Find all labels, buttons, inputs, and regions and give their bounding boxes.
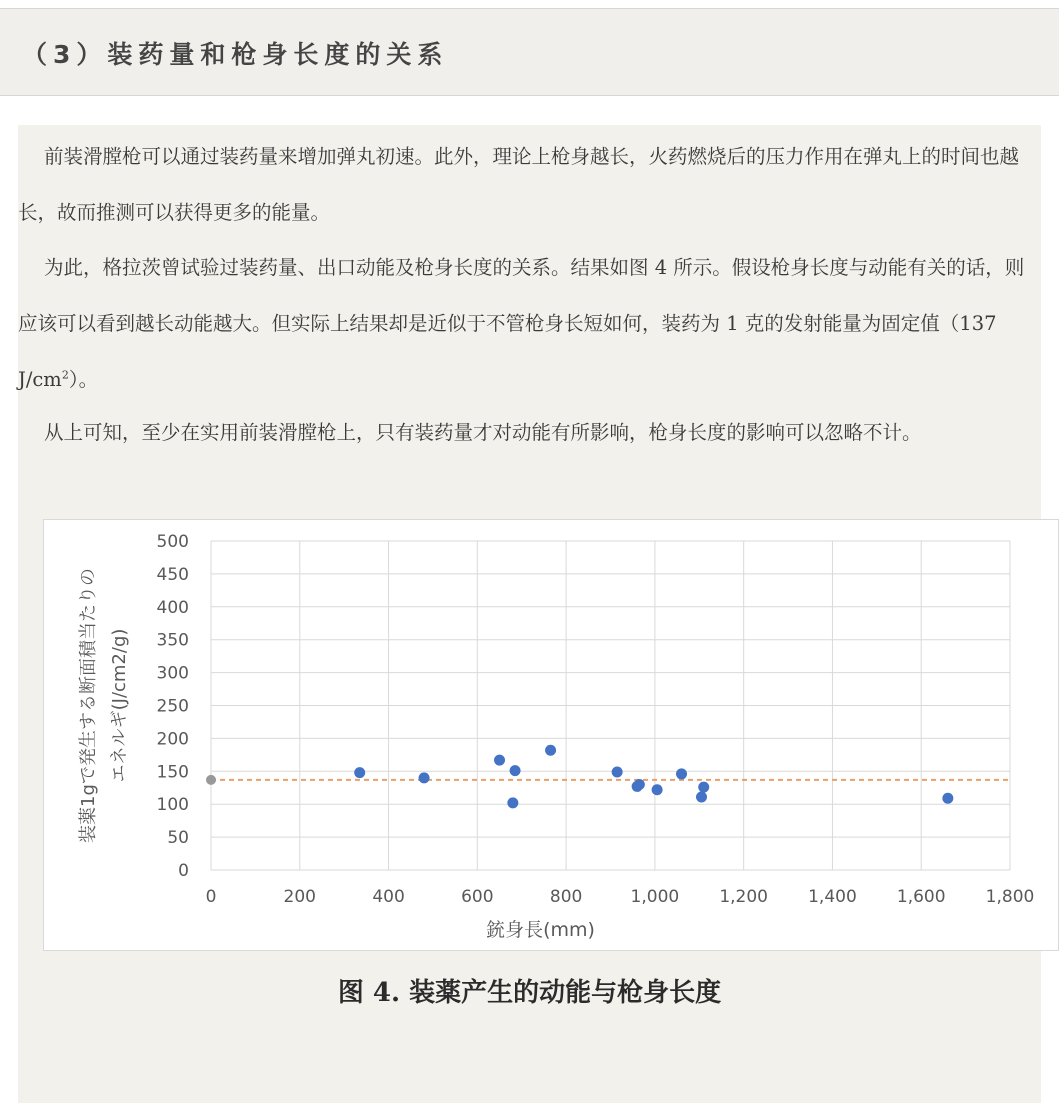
data-point <box>494 755 505 766</box>
section-header <box>0 8 1059 96</box>
x-axis-label: 銃身長(mm) <box>486 919 595 941</box>
section-title: （3）装药量和枪身长度的关系 <box>22 40 449 69</box>
x-tick-label: 800 <box>549 887 583 907</box>
data-point <box>354 767 365 778</box>
x-tick-label: 200 <box>283 887 317 907</box>
y-axis-label-line2: エネルギ(J/cm2/g) <box>109 628 130 783</box>
reference-point <box>206 775 216 785</box>
data-point <box>676 768 687 779</box>
x-tick-label: 0 <box>205 887 217 907</box>
y-axis-label-line1: 装薬1gで発生する断面積当たりの <box>78 568 99 843</box>
x-tick-label: 1,600 <box>896 887 946 907</box>
y-tick-label: 300 <box>156 663 189 684</box>
data-point <box>507 797 518 808</box>
y-tick-label: 0 <box>178 861 189 881</box>
x-tick-label: 1,800 <box>985 887 1035 907</box>
y-tick-label: 50 <box>167 828 189 849</box>
scatter-chart <box>44 520 1058 950</box>
data-point <box>698 782 709 793</box>
data-point <box>652 784 663 795</box>
y-tick-label: 350 <box>156 630 189 651</box>
paragraph-3: 从上可知，至少在实用前装滑膛枪上，只有装药量才对动能有所影响，枪身长度的影响可以忽略不计。 <box>44 421 922 444</box>
y-tick-label: 500 <box>156 532 189 552</box>
data-point <box>612 766 623 777</box>
data-point <box>696 791 707 802</box>
x-tick-label: 600 <box>461 887 494 907</box>
x-tick-label: 400 <box>372 887 405 907</box>
figure-chart <box>43 519 1059 951</box>
x-tick-label: 1,400 <box>808 887 857 907</box>
superscript-2: 2 <box>61 368 69 382</box>
data-point <box>510 765 521 776</box>
y-tick-label: 150 <box>156 762 189 783</box>
paragraph-2-end: ）。 <box>68 368 99 391</box>
data-point <box>545 745 556 756</box>
data-point <box>634 779 645 790</box>
paragraph-1: 前装滑膛枪可以通过装药量来增加弹丸初速。此外，理论上枪身越长，火药燃烧后的压力作用在弹丸上的时间也越长，故而推测可以获得更多的能量。 <box>18 145 1020 224</box>
y-tick-label: 100 <box>156 795 189 816</box>
figure-caption: 图 4. 装薬产生的动能与枪身长度 <box>337 978 722 1008</box>
y-tick-label: 450 <box>156 564 189 585</box>
y-tick-label: 200 <box>156 729 189 750</box>
data-point <box>419 772 430 783</box>
paragraph-2 <box>18 240 1041 408</box>
y-tick-label: 250 <box>156 696 189 717</box>
x-tick-label: 1,200 <box>719 887 769 907</box>
paragraph-2-text: 为此，格拉茨曾试验过装药量、出口动能及枪身长度的关系。结果如图 4 所示。假设枪身长度与动能有关的话，则应该可以看到越长动能越大。但实际上结果却是近似于不管枪身长短如何，装药为 1 克的发射能量为固定值（137 J/cm <box>18 256 1025 391</box>
x-tick-label: 1,000 <box>630 887 680 907</box>
y-tick-label: 400 <box>156 597 189 618</box>
data-point <box>942 793 953 804</box>
